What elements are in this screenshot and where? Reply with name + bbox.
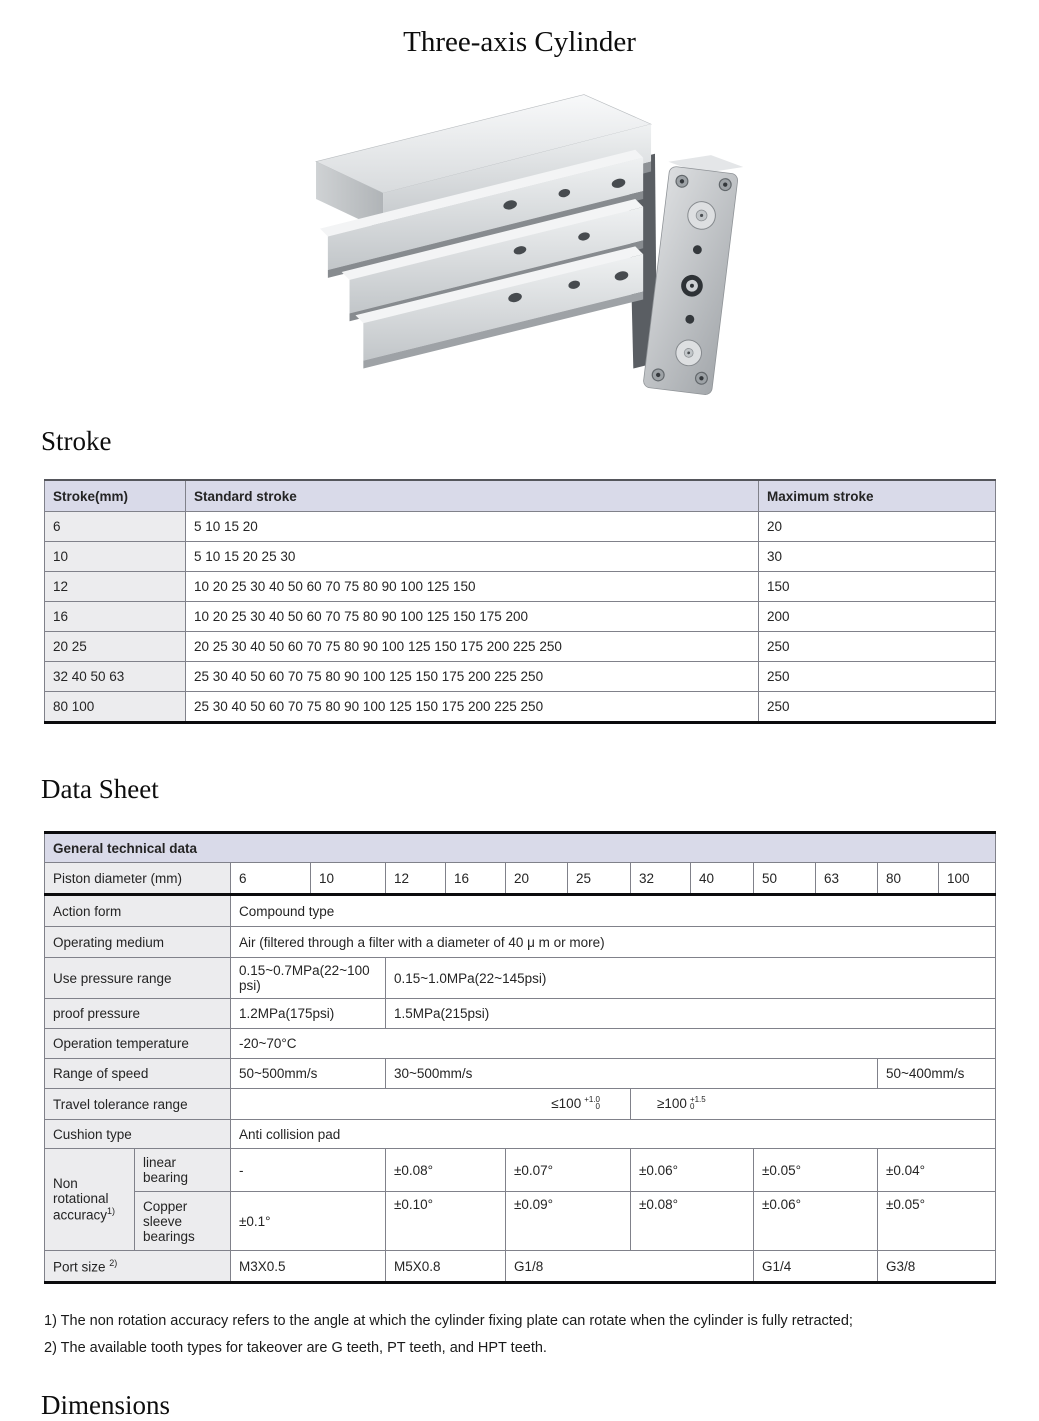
page-title: Three-axis Cylinder <box>403 26 636 58</box>
linear-bearing-label: linear bearing <box>135 1149 231 1192</box>
stroke-value: 6 <box>45 512 186 542</box>
copper-sleeve-value: ±0.10° <box>386 1192 506 1251</box>
piston-diameter-row <box>45 863 996 895</box>
travel-tolerance-ge-cell <box>631 1089 996 1120</box>
linear-bearing-value: ±0.04° <box>878 1149 996 1192</box>
maximum-stroke-value: 30 <box>759 542 996 572</box>
stroke-heading: Stroke <box>41 426 112 456</box>
port-size-value: G3/8 <box>878 1251 996 1283</box>
stroke-value: 10 <box>45 542 186 572</box>
operation-temperature-value: -20~70°C <box>231 1029 996 1059</box>
cylinder-illustration <box>285 67 755 402</box>
proof-pressure-row <box>45 999 996 1029</box>
port-size-label: Port size $^{2)}$ <box>45 1251 231 1283</box>
stroke-value: 80 100 <box>45 692 186 723</box>
operating-medium-row <box>45 927 996 958</box>
dimensions-heading: Dimensions <box>41 1389 171 1420</box>
stroke-value: 20 25 <box>45 632 186 662</box>
footnote-ref-1: 1) <box>107 1206 116 1217</box>
maximum-stroke-value: 150 <box>759 572 996 602</box>
table-row <box>45 602 996 632</box>
standard-stroke-value: 10 20 25 30 40 50 60 70 75 80 90 100 125 150 <box>186 572 759 602</box>
maximum-stroke-value: 20 <box>759 512 996 542</box>
operating-medium-value: Air (filtered through a filter with a diameter of 40 μ m or more) <box>231 927 996 958</box>
piston-diameter-value: 32 <box>631 863 691 895</box>
standard-stroke-value: 25 30 40 50 60 70 75 80 90 100 125 150 175 200 225 250 <box>186 662 759 692</box>
table-row <box>45 692 996 723</box>
operating-medium-label: Operating medium <box>45 927 231 958</box>
operation-temperature-row <box>45 1029 996 1059</box>
range-of-speed-value-2: 30~500mm/s <box>386 1059 878 1089</box>
piston-diameter-value: 10 <box>311 863 386 895</box>
linear-bearing-value: ±0.08° <box>386 1149 506 1192</box>
stroke-header-row <box>45 480 996 512</box>
port-size-value: G1/8 <box>506 1251 754 1283</box>
use-pressure-high-value: 0.15~1.0MPa(22~145psi) <box>386 958 996 999</box>
travel-tolerance-label: Travel tolerance range <box>45 1089 231 1120</box>
linear-bearing-value: ±0.07° <box>506 1149 631 1192</box>
copper-sleeve-label: Copper sleeve bearings <box>135 1192 231 1251</box>
data-sheet-heading: Data Sheet <box>41 774 159 804</box>
proof-pressure-label: proof pressure <box>45 999 231 1029</box>
table-row <box>45 512 996 542</box>
copper-sleeve-row <box>45 1192 996 1251</box>
table-row <box>45 542 996 572</box>
range-of-speed-value-3: 50~400mm/s <box>878 1059 996 1089</box>
range-of-speed-value-1: 50~500mm/s <box>231 1059 386 1089</box>
travel-tolerance-row <box>45 1089 996 1120</box>
linear-bearing-value: ±0.05° <box>754 1149 878 1192</box>
piston-diameter-value: 50 <box>754 863 816 895</box>
stroke-value: 32 40 50 63 <box>45 662 186 692</box>
port-size-value: M3X0.5 <box>231 1251 386 1283</box>
general-technical-data-row <box>45 833 996 863</box>
table-row <box>45 632 996 662</box>
piston-diameter-value: 20 <box>506 863 568 895</box>
travel-tolerance-le-value: ≤100 <box>551 1096 582 1112</box>
port-size-row <box>45 1251 996 1283</box>
footnote-2: 2) The available tooth types for takeover are G teeth, PT teeth, and HPT teeth. <box>44 1339 547 1356</box>
range-of-speed-row <box>45 1059 996 1089</box>
linear-bearing-value: - <box>231 1149 386 1192</box>
footnotes <box>44 1308 1039 1362</box>
piston-diameter-value: 12 <box>386 863 446 895</box>
maximum-stroke-col-header: Maximum stroke <box>759 480 996 512</box>
copper-sleeve-value: ±0.09° <box>506 1192 631 1251</box>
non-rotational-accuracy-label: Non rotational accuracy$^{1)}$ <box>45 1149 135 1251</box>
travel-tolerance-le-cell <box>231 1089 631 1120</box>
standard-stroke-value: 5 10 15 20 <box>186 512 759 542</box>
linear-bearing-row <box>45 1149 996 1192</box>
proof-pressure-low-value: 1.2MPa(175psi) <box>231 999 386 1029</box>
copper-sleeve-value: ±0.1° <box>231 1192 386 1251</box>
table-row <box>45 572 996 602</box>
use-pressure-low-value: 0.15~0.7MPa(22~100psi) <box>231 958 386 999</box>
action-form-label: Action form <box>45 895 231 927</box>
piston-diameter-value: 40 <box>691 863 754 895</box>
stroke-value: 16 <box>45 602 186 632</box>
standard-stroke-col-header: Standard stroke <box>186 480 759 512</box>
copper-sleeve-value: ±0.06° <box>754 1192 878 1251</box>
travel-tolerance-ge-tol: +1.5 0 <box>689 1094 706 1112</box>
product-image <box>285 67 755 402</box>
piston-diameter-value: 6 <box>231 863 311 895</box>
operation-temperature-label: Operation temperature <box>45 1029 231 1059</box>
linear-bearing-value: ±0.06° <box>631 1149 754 1192</box>
standard-stroke-value: 10 20 25 30 40 50 60 70 75 80 90 100 125 150 175 200 <box>186 602 759 632</box>
maximum-stroke-value: 250 <box>759 692 996 723</box>
data-sheet-table <box>44 831 996 1284</box>
footnote-1: 1) The non rotation accuracy refers to the angle at which the cylinder fixing plate can rotate when the cylinder is fully retracted; <box>44 1313 853 1329</box>
footnote-ref-2: 2) <box>109 1257 118 1268</box>
general-technical-data-header: General technical data <box>45 833 996 863</box>
piston-diameter-value: 16 <box>446 863 506 895</box>
maximum-stroke-value: 250 <box>759 662 996 692</box>
stroke-value: 12 <box>45 572 186 602</box>
stroke-table <box>44 479 996 724</box>
piston-diameter-value: 100 <box>939 863 996 895</box>
stroke-col-header: Stroke(mm) <box>45 480 186 512</box>
piston-diameter-value: 80 <box>878 863 939 895</box>
standard-stroke-value: 5 10 15 20 25 30 <box>186 542 759 572</box>
piston-diameter-label: Piston diameter (mm) <box>45 863 231 895</box>
standard-stroke-value: 20 25 30 40 50 60 70 75 80 90 100 125 150 175 200 225 250 <box>186 632 759 662</box>
use-pressure-label: Use pressure range <box>45 958 231 999</box>
travel-tolerance-ge-value: ≥100 <box>657 1096 687 1112</box>
range-of-speed-label: Range of speed <box>45 1059 231 1089</box>
port-size-value: G1/4 <box>754 1251 878 1283</box>
maximum-stroke-value: 200 <box>759 602 996 632</box>
cushion-type-row <box>45 1120 996 1149</box>
piston-diameter-value: 63 <box>816 863 878 895</box>
port-size-value: M5X0.8 <box>386 1251 506 1283</box>
copper-sleeve-value: ±0.08° <box>631 1192 754 1251</box>
piston-diameter-value: 25 <box>568 863 631 895</box>
cushion-type-value: Anti collision pad <box>231 1120 996 1149</box>
use-pressure-row <box>45 958 996 999</box>
action-form-row <box>45 895 996 927</box>
maximum-stroke-value: 250 <box>759 632 996 662</box>
travel-tolerance-le-tol: +1.0 0 <box>584 1094 600 1112</box>
action-form-value: Compound type <box>231 895 996 927</box>
cushion-type-label: Cushion type <box>45 1120 231 1149</box>
copper-sleeve-value: ±0.05° <box>878 1192 996 1251</box>
proof-pressure-high-value: 1.5MPa(215psi) <box>386 999 996 1029</box>
table-row <box>45 662 996 692</box>
standard-stroke-value: 25 30 40 50 60 70 75 80 90 100 125 150 175 200 225 250 <box>186 692 759 723</box>
